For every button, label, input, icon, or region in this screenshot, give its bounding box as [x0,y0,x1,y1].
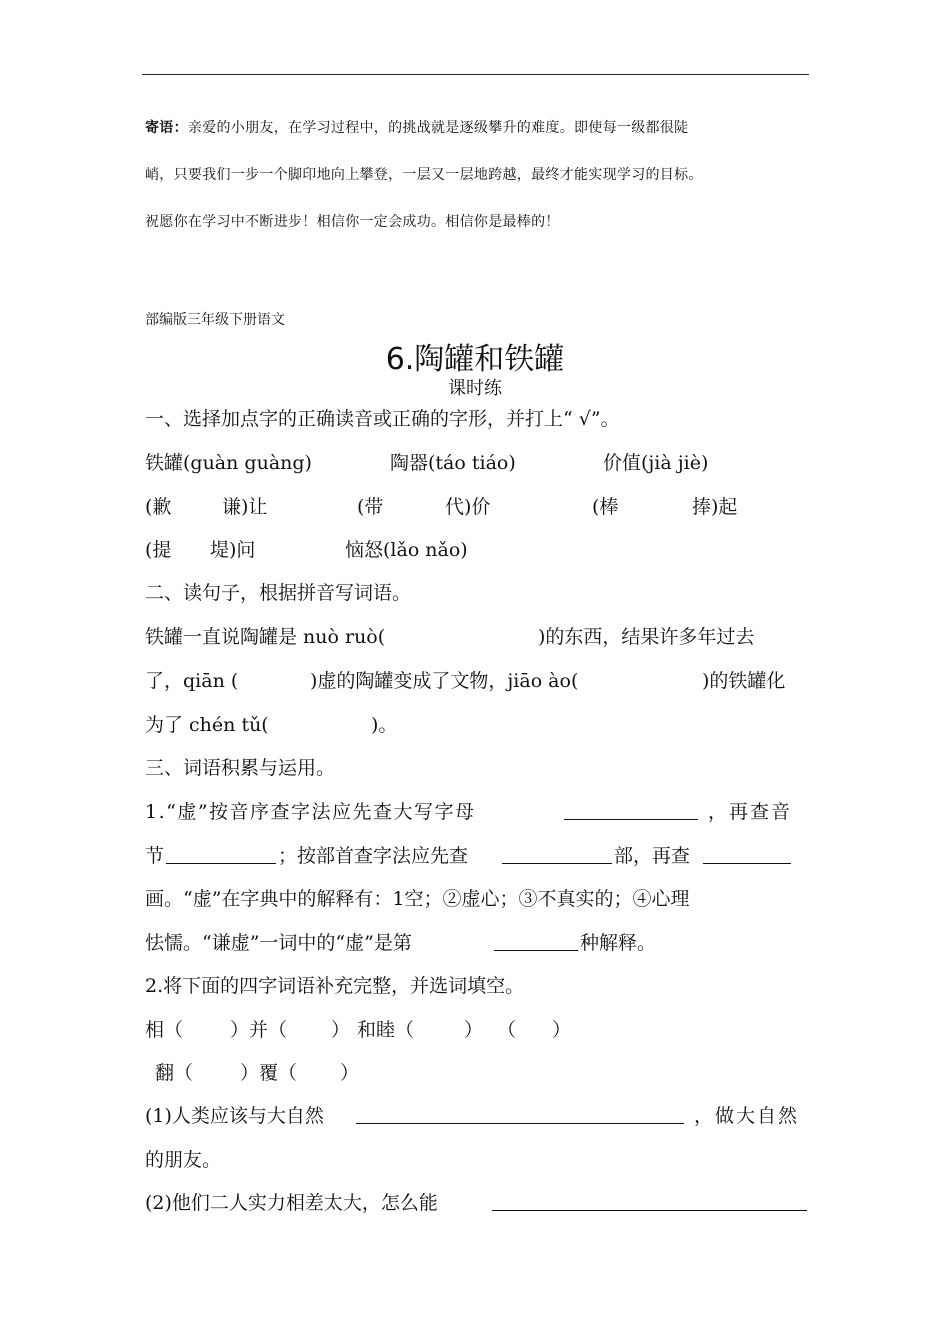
section1-row-3 [0,535,950,561]
q1-line-1 [0,797,950,823]
answer-blank[interactable] [356,1105,684,1124]
choice-item[interactable]: 陶器(táo tiáo) [390,452,516,474]
choice-item[interactable]: (歉 [145,496,172,518]
section1-row-2 [0,492,950,518]
q2-row-2 [0,1058,950,1084]
header-rule [142,74,809,75]
idiom-fill[interactable]: 和睦（ [357,1019,415,1041]
idiom-fill[interactable]: ）覆（ [240,1062,298,1084]
idiom-fill[interactable]: ） [340,1062,360,1084]
idiom-fill[interactable]: 翻（ [155,1062,194,1084]
subject-label: 部编版三年级下册语文 [145,312,285,328]
answer-blank[interactable] [564,801,698,820]
sentence-text: )的铁罐化 [702,670,786,692]
choice-item[interactable]: 谦)让 [222,496,268,518]
choice-item[interactable]: (带 [357,496,384,518]
q1-line-2 [0,841,950,867]
choice-item[interactable]: 恼怒(lǎo nǎo) [345,539,468,561]
question-text: ；按部首查字法应先查 [278,845,469,867]
choice-item[interactable]: (棒 [592,496,619,518]
question-text: (2)他们二人实力相差太大，怎么能 [145,1192,438,1214]
q1-line-3: 画。“虚”在字典中的解释有：1空；②虚心；③不真实的；④心理 [145,888,690,910]
blessing-text-1: 亲爱的小朋友，在学习过程中，的挑战就是逐级攀升的难度。即使每一级都很陡 [187,120,689,136]
section2-line-3 [0,710,950,736]
sentence-text: 为了 chén tǔ( [145,714,269,736]
blessing-label: 寄语： [145,120,188,136]
choice-item[interactable]: 堤)问 [210,539,256,561]
question-text: ，做大自然 [694,1105,800,1127]
choice-item[interactable]: (提 [145,539,172,561]
question-text: (1)人类应该与大自然 [145,1105,324,1127]
question-text: 1.“虚”按音序查字法应先查大写字母 [145,801,476,823]
section3-heading: 三、词语积累与运用。 [145,757,336,779]
answer-blank[interactable] [502,845,612,864]
section2-line-1 [0,622,950,648]
question-text: 种解释。 [580,932,657,954]
question-text: 节 [145,845,165,867]
section1-heading: 一、选择加点字的正确读音或正确的字形，并打上“ √”。 [145,408,620,430]
q2-heading: 2.将下面的四字词语补充完整，并选词填空。 [145,975,525,997]
sentence-text: )的东西，结果许多年过去 [538,626,755,648]
sentence-text: 了，qiān ( [145,670,239,692]
question-text: 怯懦。“谦虚”一词中的“虚”是第 [145,932,412,954]
answer-blank[interactable] [492,1192,807,1211]
page-subtitle: 课时练 [448,378,502,399]
section2-heading: 二、读句子，根据拼音写词语。 [145,582,412,604]
section1-row-1 [0,448,950,474]
page-title: 6.陶罐和铁罐 [385,342,565,377]
choice-item[interactable]: 铁罐(guàn guàng) [145,452,312,474]
answer-blank[interactable] [166,845,276,864]
idiom-fill[interactable]: 相（ [145,1019,184,1041]
choice-item[interactable]: 捧)起 [692,496,738,518]
blessing-line-2: 峭，只要我们一步一个脚印地向上攀登，一层又一层地跨越，最终才能实现学习的目标。 [145,167,703,183]
q2-row-1 [0,1015,950,1041]
blessing-line-1 [145,117,810,137]
q2-sentence-1-cont: 的朋友。 [145,1149,222,1171]
idiom-fill[interactable]: ）并（ [230,1019,288,1041]
section2-line-2 [0,666,950,692]
answer-blank[interactable] [703,845,791,864]
q1-line-4 [0,928,950,954]
idiom-fill[interactable]: ） [552,1019,572,1041]
idiom-fill[interactable]: （ [497,1019,517,1041]
q2-sentence-2 [0,1188,950,1214]
idiom-fill[interactable]: ） [464,1019,484,1041]
sentence-text: )。 [371,714,398,736]
choice-item[interactable]: 价值(jià jiè) [603,452,709,474]
q2-sentence-1 [0,1101,950,1127]
answer-blank[interactable] [494,932,578,951]
question-text: 部，再查 [614,845,691,867]
blessing-line-3: 祝愿你在学习中不断进步！相信你一定会成功。相信你是最棒的！ [145,214,560,230]
sentence-text: )虚的陶罐变成了文物，jiāo ào( [310,670,579,692]
sentence-text: 铁罐一直说陶罐是 nuò ruò( [145,626,386,648]
choice-item[interactable]: 代)价 [445,496,491,518]
question-text: ，再查音 [708,801,793,823]
idiom-fill[interactable]: ） [331,1019,351,1041]
